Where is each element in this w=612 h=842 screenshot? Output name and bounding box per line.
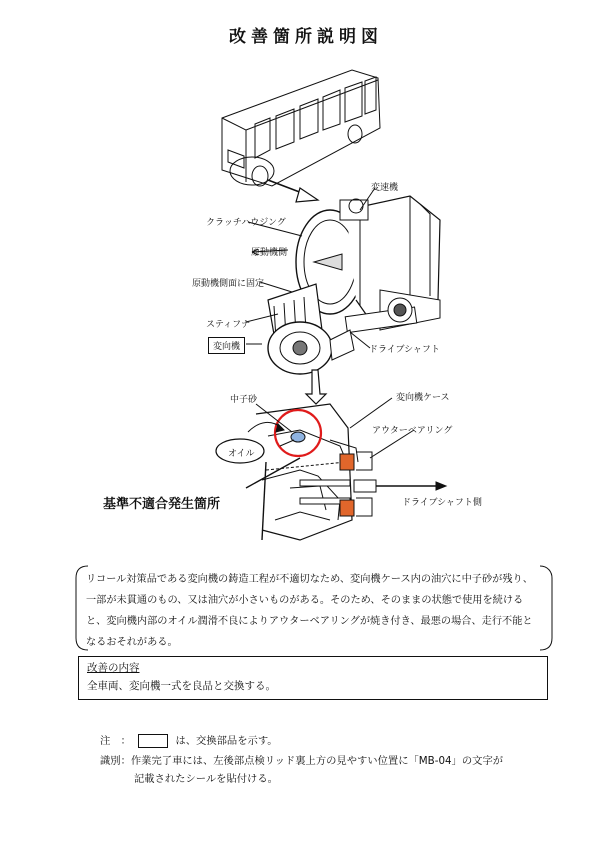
- page-title: 改善箇所説明図: [229, 27, 383, 47]
- label-core-sand: 中子砂: [230, 395, 258, 405]
- id-label: 識別：: [100, 755, 131, 767]
- improvement-title: 改善の内容: [87, 662, 140, 674]
- note-label: 注 ：: [100, 735, 131, 747]
- label-angle-drive-case: 変向機ケース: [396, 393, 450, 403]
- label-oil: オイル: [228, 449, 255, 459]
- id-line-1: [100, 752, 503, 767]
- note-text: は、交換部品を示す。: [175, 735, 278, 747]
- bus-illustration: [222, 70, 380, 186]
- description-text: リコール対策品である変向機の鋳造工程が不適切なため、変向機ケース内の油穴に中子砂が残り、一部が未貫通のもの、又は油穴が小さいものがある。そのため、そのままの状態で使用を続けると、変向機内部のオイル潤滑不良によりアウターベアリングが焼き付き、最悪の場合、走行不能となるおそれがある。: [86, 574, 533, 648]
- label-defect-location: 基準不適合発生箇所: [103, 497, 221, 512]
- label-outer-bearing: アウターベアリング: [372, 426, 453, 436]
- improvement-body: 全車両、変向機一式を良品と交換する。: [87, 680, 276, 692]
- label-drive-shaft: ドライブシャフト: [369, 345, 440, 355]
- label-engine-side: 原動機側: [251, 248, 288, 258]
- id-text-2: 記載されたシールを貼付ける。: [134, 773, 278, 785]
- label-clutch-housing: クラッチハウジング: [206, 218, 286, 228]
- label-transmission: 変速機: [371, 183, 399, 193]
- replacement-part-box-sample: [138, 734, 168, 748]
- label-engine-fix: 原動機側面に固定: [192, 279, 265, 289]
- improvement-box: [78, 656, 548, 700]
- id-text-1: 作業完了車には、左後部点検リッド裏上方の見やすい位置に「MB-04」の文字が: [130, 755, 504, 767]
- label-angle-drive: 変向機: [208, 337, 245, 354]
- label-stiffener: スティフナ: [206, 320, 251, 330]
- cross-section: [216, 398, 446, 540]
- note-line: [100, 732, 278, 748]
- label-drive-shaft-side: ドライブシャフト側: [402, 498, 482, 508]
